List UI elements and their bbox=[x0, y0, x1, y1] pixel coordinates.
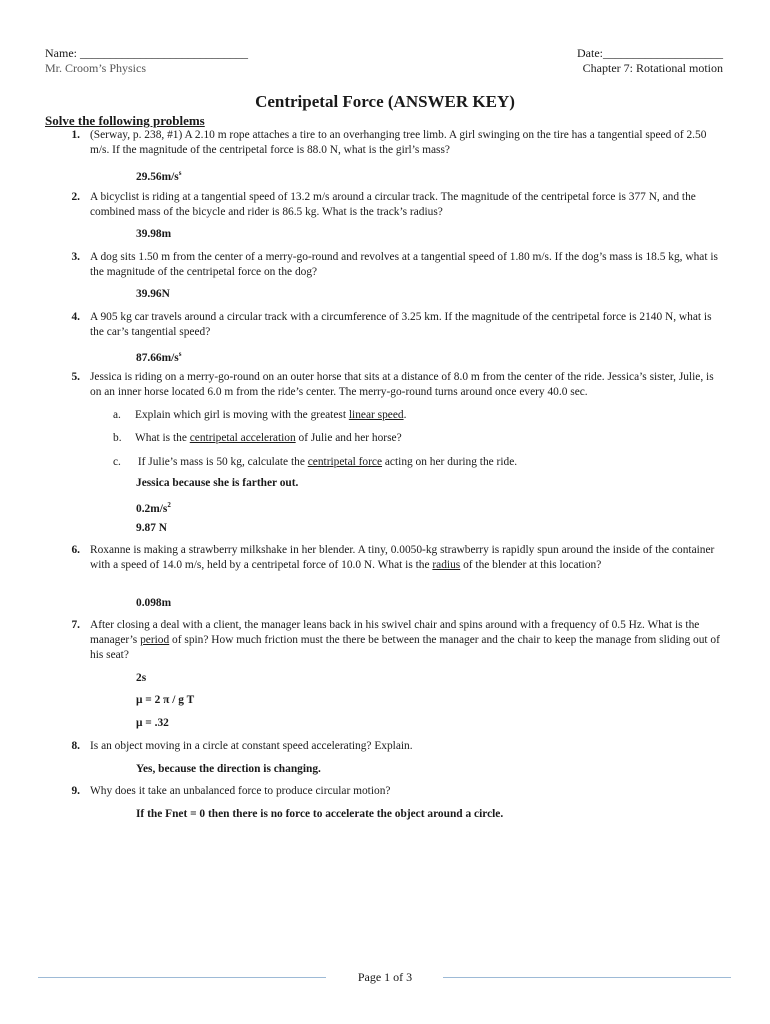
question-number: 4. bbox=[71, 311, 80, 323]
question-text: Roxanne is making a strawberry milkshake in her blender. A tiny, 0.0050-kg strawberry is rapidly spun around the inside of the container with a speed of 14.0 m/s, held by a centripetal force of 10.0 N. What is the radius of the blender at this location? bbox=[90, 544, 715, 571]
question-text: (Serway, p. 238, #1) A 2.10 m rope attaches a tire to an overhanging tree limb. A girl swinging on the tire has a tangential speed of 2.50 m/s. If the magnitude of the centripetal force is 88.0 N, what is the girl’s mass? bbox=[90, 129, 707, 156]
question-text: A dog sits 1.50 m from the center of a merry-go-round and revolves at a tangential speed of 1.80 m/s. If the dog’s mass is 18.5 kg, what is the magnitude of the centripetal force on the dog? bbox=[90, 251, 718, 278]
answer-2: 39.98m bbox=[136, 228, 172, 240]
question-1 bbox=[66, 128, 726, 158]
question-number: 5. bbox=[71, 371, 80, 383]
answer-7c: μ = .32 bbox=[136, 717, 169, 729]
question-7 bbox=[66, 618, 726, 663]
question-2 bbox=[66, 190, 726, 220]
question-text: After closing a deal with a client, the manager leans back in his swivel chair and spins around with a frequency of 0.5 Hz. What is the manager’s period of spin? How much friction must the there be between the manager and the chair to keep the manage from sliding out of his seat? bbox=[90, 619, 720, 661]
page-number: Page 1 of 3 bbox=[357, 970, 413, 984]
question-number: 3. bbox=[71, 251, 80, 263]
answer-3: 39.96N bbox=[136, 288, 170, 300]
question-number: 9. bbox=[71, 785, 80, 797]
question-8 bbox=[66, 739, 726, 754]
question-5 bbox=[66, 370, 726, 400]
question-number: 7. bbox=[71, 619, 80, 631]
answer-5c: 9.87 N bbox=[136, 522, 168, 534]
name-field-label: Name: ____________________________ bbox=[45, 46, 248, 60]
date-field-label: Date:____________________ bbox=[577, 46, 723, 60]
question-text: Why does it take an unbalanced force to produce circular motion? bbox=[90, 785, 391, 797]
subquestion-a: a. Explain which girl is moving with the greatest linear speed. bbox=[113, 409, 407, 421]
question-3 bbox=[66, 250, 726, 280]
question-text: Is an object moving in a circle at constant speed accelerating? Explain. bbox=[90, 740, 413, 752]
answer-1: $29.56m/s^s$ bbox=[136, 169, 182, 183]
answer-7a: 2s bbox=[136, 672, 147, 684]
question-number: 2. bbox=[71, 191, 80, 203]
answer-7b: μ = 2 π / g T bbox=[136, 694, 195, 706]
question-number: 1. bbox=[71, 129, 80, 141]
answer-8: Yes, because the direction is changing. bbox=[136, 763, 321, 775]
question-text: A 905 kg car travels around a circular track with a circumference of 3.25 km. If the magnitude of the centripetal force is 2140 N, what is the car’s tangential speed? bbox=[90, 311, 712, 338]
instructions-heading: Solve the following problems bbox=[45, 113, 205, 128]
question-text: A bicyclist is riding at a tangential speed of 13.2 m/s around a circular track. The magnitude of the centripetal force is 377 N, and the combined mass of the bicycle and rider is 86.5 kg. What is the track’s radius? bbox=[90, 191, 696, 218]
subquestion-b: b. What is the centripetal acceleration of Julie and her horse? bbox=[113, 432, 402, 444]
subquestion-c: c. If Julie’s mass is 50 kg, calculate the centripetal force acting on her during the ride. bbox=[113, 456, 518, 468]
answer-5b: $0.2m/s^2$ bbox=[136, 501, 171, 515]
answer-6: 0.098m bbox=[136, 597, 172, 609]
question-number: 6. bbox=[71, 544, 80, 556]
question-9 bbox=[66, 784, 726, 799]
answer-4: $87.66m/s^s$ bbox=[136, 350, 182, 364]
question-6 bbox=[66, 543, 726, 573]
answer-5a: Jessica because she is farther out. bbox=[136, 477, 299, 489]
chapter-title: Chapter 7: Rotational motion bbox=[582, 61, 723, 75]
question-4 bbox=[66, 310, 726, 340]
answer-9: If the Fnet = 0 then there is no force to accelerate the object around a circle. bbox=[136, 808, 504, 820]
question-text: Jessica is riding on a merry-go-round on an outer horse that sits at a distance of 8.0 m from the center of the ride. Jessica’s sister, Julie, is on an inner horse located 6.0 m from the ride’s center. The merry-go-round turns around once every 40.0 sec. bbox=[90, 371, 714, 398]
question-number: 8. bbox=[71, 740, 80, 752]
page-title: Centripetal Force (ANSWER KEY) bbox=[255, 92, 515, 111]
teacher-course: Mr. Croom’s Physics bbox=[45, 61, 147, 75]
